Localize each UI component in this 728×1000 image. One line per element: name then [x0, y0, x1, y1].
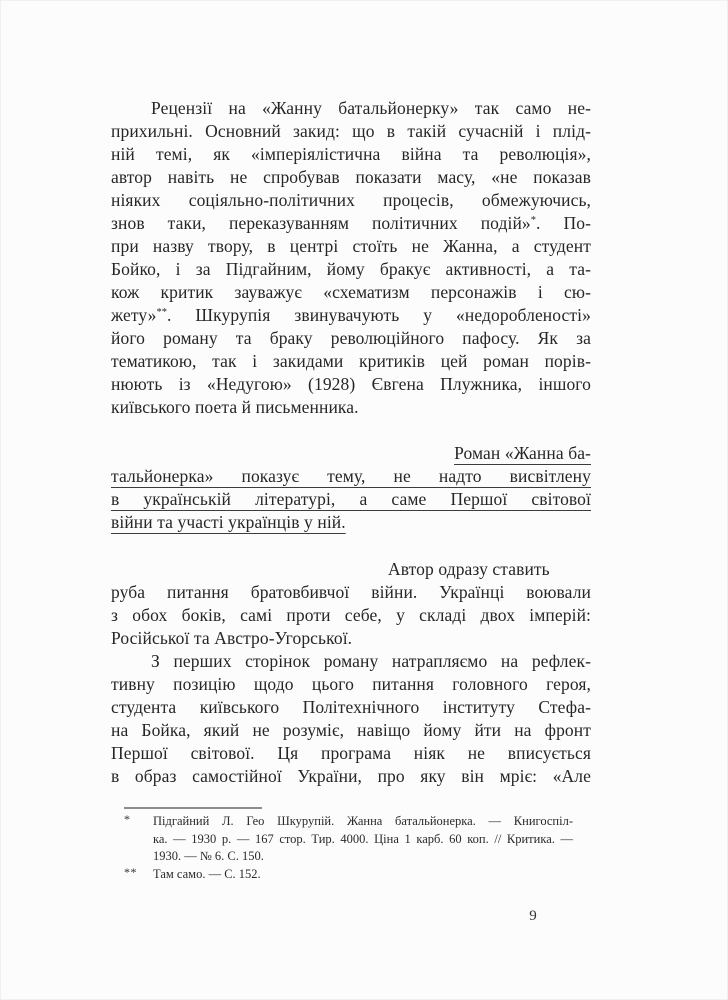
text-line: київського поета й письменника.: [111, 397, 359, 417]
body-text: [111, 97, 591, 788]
footnotes: [111, 813, 573, 883]
text-segment: . По-: [536, 213, 591, 233]
paragraph-protagonist: [111, 650, 591, 788]
text-line: в образ самостійної України, про яку він мріє: «Але: [111, 766, 591, 786]
text-line: Автор одразу ставить: [388, 559, 550, 579]
text-segment: знов таки, переказуванням політичних подій»: [111, 213, 531, 233]
text-line: [111, 212, 591, 235]
text-line: Російської та Австро-Угорської.: [111, 628, 353, 648]
text-line: кож критик зауважує «схематизм персонажів і сю-: [111, 282, 591, 302]
text-line: ній темі, як «імперіялістична війна та революція»,: [111, 144, 591, 164]
footnote-reference-marker: *: [530, 215, 537, 226]
footnote-separator-rule: [124, 807, 262, 809]
footnote: [111, 813, 573, 866]
text-line: з обох боків, самі проти себе, у складі двох імперій:: [111, 605, 591, 625]
text-line: студента київського Політехнічного інституту Стефа-: [111, 697, 591, 717]
footnote-line: Там само. — С. 152.: [153, 866, 261, 881]
text-line: при назву твору, в центрі стоїть не Жанна, а студент: [111, 236, 591, 256]
underlined-passage: [111, 442, 591, 534]
paragraph-author: [111, 558, 591, 650]
text-line: тематикою, так і закидами критиків цей роман порів-: [111, 351, 591, 371]
text-line: в українській літературі, а саме Першої світової: [111, 489, 591, 509]
text-segment: . Шкурупія звинувачують у «недоробленості»: [166, 305, 591, 325]
footnote-line: Підгайний Л. Гео Шкурупій. Жанна батальйонерка. — Книгоспіл-: [153, 814, 573, 828]
text-line: тальйонерка» показує тему, не надто висвітлену: [111, 466, 591, 486]
text-line: Першої світової. Ця програма ніяк не вписується: [111, 743, 591, 763]
text-line: нюють із «Недугою» (1928) Євгена Плужника, іншого: [111, 374, 591, 394]
text-segment: жету»: [111, 305, 157, 325]
text-line: його роману та браку революційного пафосу. Як за: [111, 328, 591, 348]
paragraph-reviews: [111, 97, 591, 419]
footnote-line: ка. — 1930 р. — 167 стор. Тир. 4000. Ціна 1 карб. 60 коп. // Критика. —: [153, 831, 573, 846]
text-line: ніяких соціяльно-політичних процесів, обмежуючись,: [111, 190, 591, 210]
footnote-reference-marker: **: [156, 307, 167, 318]
text-line: руба питання братовбивчої війни. Українці воювали: [111, 582, 591, 602]
footnote-marker: **: [124, 864, 137, 879]
text-line: прихильні. Основний закид: що в такій сучасній і плід-: [111, 121, 591, 141]
footnote: [111, 866, 573, 884]
footnote-marker: *: [124, 812, 131, 826]
text-line: Бойко, і за Підгайним, йому бракує активності, а та-: [111, 259, 591, 279]
footnote-line: 1930. — № 6. С. 150.: [153, 849, 264, 863]
page-number: 9: [529, 908, 537, 924]
text-line: Роман «Жанна ба-: [454, 443, 591, 463]
text-line: З перших сторінок роману натрапляємо на рефлек-: [151, 651, 591, 671]
text-line: [111, 304, 591, 327]
text-line: на Бойка, який не розуміє, навіщо йому йти на фронт: [111, 720, 591, 740]
text-line: війни та участі українців у ній.: [111, 512, 346, 532]
text-line: тивну позицію щодо цього питання головного героя,: [111, 674, 591, 694]
text-line: автор навіть не спробував показати масу, «не показав: [111, 167, 591, 187]
text-line: Рецензії на «Жанну батальйонерку» так само не-: [151, 98, 591, 118]
